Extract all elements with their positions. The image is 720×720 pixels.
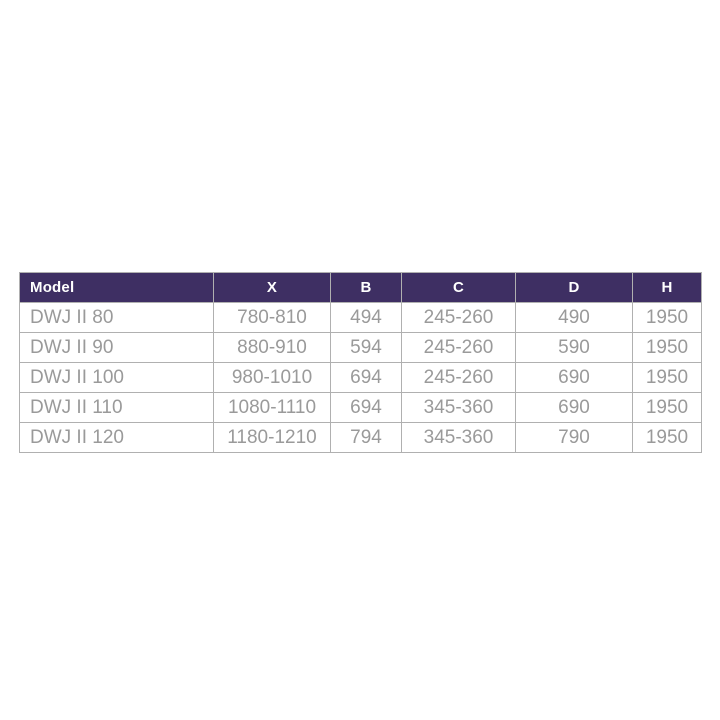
- column-header-c: C: [402, 273, 516, 303]
- cell-x: 880-910: [214, 333, 331, 363]
- cell-d: 590: [516, 333, 633, 363]
- header-row: [20, 273, 702, 303]
- cell-c: 345-360: [402, 423, 516, 453]
- cell-h: 1950: [633, 363, 702, 393]
- cell-h: 1950: [633, 393, 702, 423]
- cell-model: DWJ II 110: [20, 393, 214, 423]
- column-header-x: X: [214, 273, 331, 303]
- cell-h: 1950: [633, 303, 702, 333]
- table-row: [20, 333, 702, 363]
- column-header-h: H: [633, 273, 702, 303]
- cell-d: 690: [516, 363, 633, 393]
- cell-d: 490: [516, 303, 633, 333]
- cell-c: 245-260: [402, 333, 516, 363]
- cell-model: DWJ II 80: [20, 303, 214, 333]
- cell-d: 790: [516, 423, 633, 453]
- table-row: [20, 303, 702, 333]
- cell-b: 794: [331, 423, 402, 453]
- cell-c: 245-260: [402, 303, 516, 333]
- column-header-d: D: [516, 273, 633, 303]
- cell-model: DWJ II 100: [20, 363, 214, 393]
- cell-b: 694: [331, 393, 402, 423]
- cell-model: DWJ II 90: [20, 333, 214, 363]
- table-row: [20, 393, 702, 423]
- cell-x: 1080-1110: [214, 393, 331, 423]
- cell-b: 594: [331, 333, 402, 363]
- cell-h: 1950: [633, 333, 702, 363]
- cell-x: 1180-1210: [214, 423, 331, 453]
- cell-b: 694: [331, 363, 402, 393]
- table-row: [20, 363, 702, 393]
- table-body: [20, 303, 702, 453]
- cell-d: 690: [516, 393, 633, 423]
- cell-model: DWJ II 120: [20, 423, 214, 453]
- cell-x: 780-810: [214, 303, 331, 333]
- column-header-b: B: [331, 273, 402, 303]
- cell-x: 980-1010: [214, 363, 331, 393]
- table-row: [20, 423, 702, 453]
- column-header-model: Model: [20, 273, 214, 303]
- cell-c: 345-360: [402, 393, 516, 423]
- cell-c: 245-260: [402, 363, 516, 393]
- cell-h: 1950: [633, 423, 702, 453]
- spec-table: [19, 272, 702, 453]
- cell-b: 494: [331, 303, 402, 333]
